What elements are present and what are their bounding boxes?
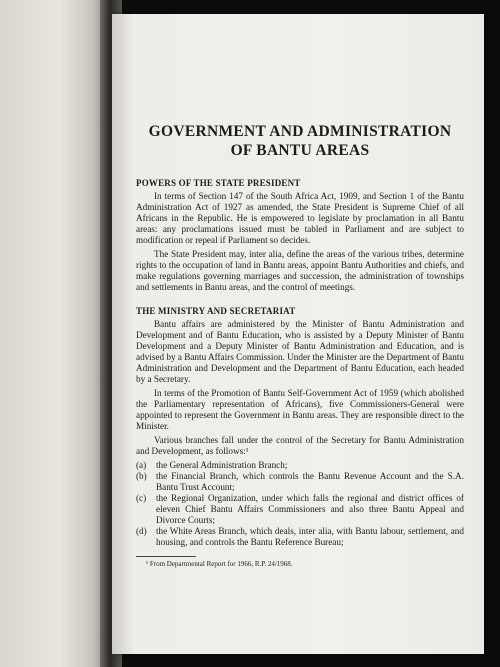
- footnote: ¹ From Departmental Report for 1966, R.P. 24/1968.: [146, 560, 293, 568]
- branch-list: [136, 460, 464, 548]
- list-item: [136, 493, 464, 526]
- list-item-text: the Regional Organization, under which falls the regional and district offices of eleven Chief Bantu Affairs Commissioners and also three Bantu Appeal and Divorce Courts;: [156, 493, 464, 525]
- paragraph-powers-1: In terms of Section 147 of the South Africa Act, 1909, and Section 1 of the Bantu Administration Act of 1927 as amended, the State President is Supreme Chief of all Africans in the Republic. He is empowered to legislate by proclamation in all Bantu areas: any proclamations issued must be tabled in Parliament and are subject to modification or repeal if Parliament so decides.: [136, 191, 464, 245]
- paragraph-powers-2: The State President may, inter alia, define the areas of the various tribes, determine rights to the occupation of land in Bantu areas, appoint Bantu Authorities and chiefs, and make regulations governing marriages and succession, the administration of townships and settlements in Bantu areas, and the control of meetings.: [136, 249, 464, 292]
- list-item-marker: (a): [136, 460, 147, 470]
- page-content: [136, 122, 464, 569]
- title-line-1: GOVERNMENT AND ADMINISTRATION: [148, 123, 452, 140]
- page-title: [136, 122, 464, 160]
- list-item: [136, 526, 464, 548]
- list-item-marker: (d): [136, 526, 147, 536]
- book-page: [112, 14, 484, 654]
- list-item-text: the Financial Branch, which controls the Bantu Revenue Account and the S.A. Bantu Trust Account;: [156, 471, 464, 492]
- list-item-text: the White Areas Branch, which deals, inter alia, with Bantu labour, settlement, and housing, and controls the Bantu Reference Bureau;: [156, 526, 464, 547]
- section-heading-ministry: THE MINISTRY AND SECRETARIAT: [136, 306, 296, 316]
- footnote-divider: [136, 556, 196, 557]
- list-item: [136, 460, 464, 471]
- list-item-marker: (b): [136, 471, 147, 481]
- list-item-text: the General Administration Branch;: [156, 460, 288, 470]
- list-item: [136, 471, 464, 493]
- section-heading-powers: POWERS OF THE STATE PRESIDENT: [136, 178, 301, 188]
- paragraph-ministry-2: In terms of the Promotion of Bantu Self-Government Act of 1959 (which abolished the Parliamentary representation of Africans), five Commissioners-General were appointed to represent the Government in Bantu areas. They are responsible direct to the Minister.: [136, 388, 464, 431]
- left-page: [0, 0, 108, 667]
- paragraph-ministry-1: Bantu affairs are administered by the Minister of Bantu Administration and Development and of Bantu Education, who is assisted by a Deputy Minister of Bantu Development and a Deputy Minister of Bantu Administration and Education, and is advised by a Bantu Affairs Commission. Under the Minister are the Department of Bantu Administration and Development and the Department of Bantu Education, each headed by a Secretary.: [136, 319, 464, 384]
- list-item-marker: (c): [136, 493, 147, 503]
- title-line-2: OF BANTU AREAS: [230, 142, 370, 159]
- paragraph-ministry-3: Various branches fall under the control of the Secretary for Bantu Administration and Development, as follows:¹: [136, 435, 464, 456]
